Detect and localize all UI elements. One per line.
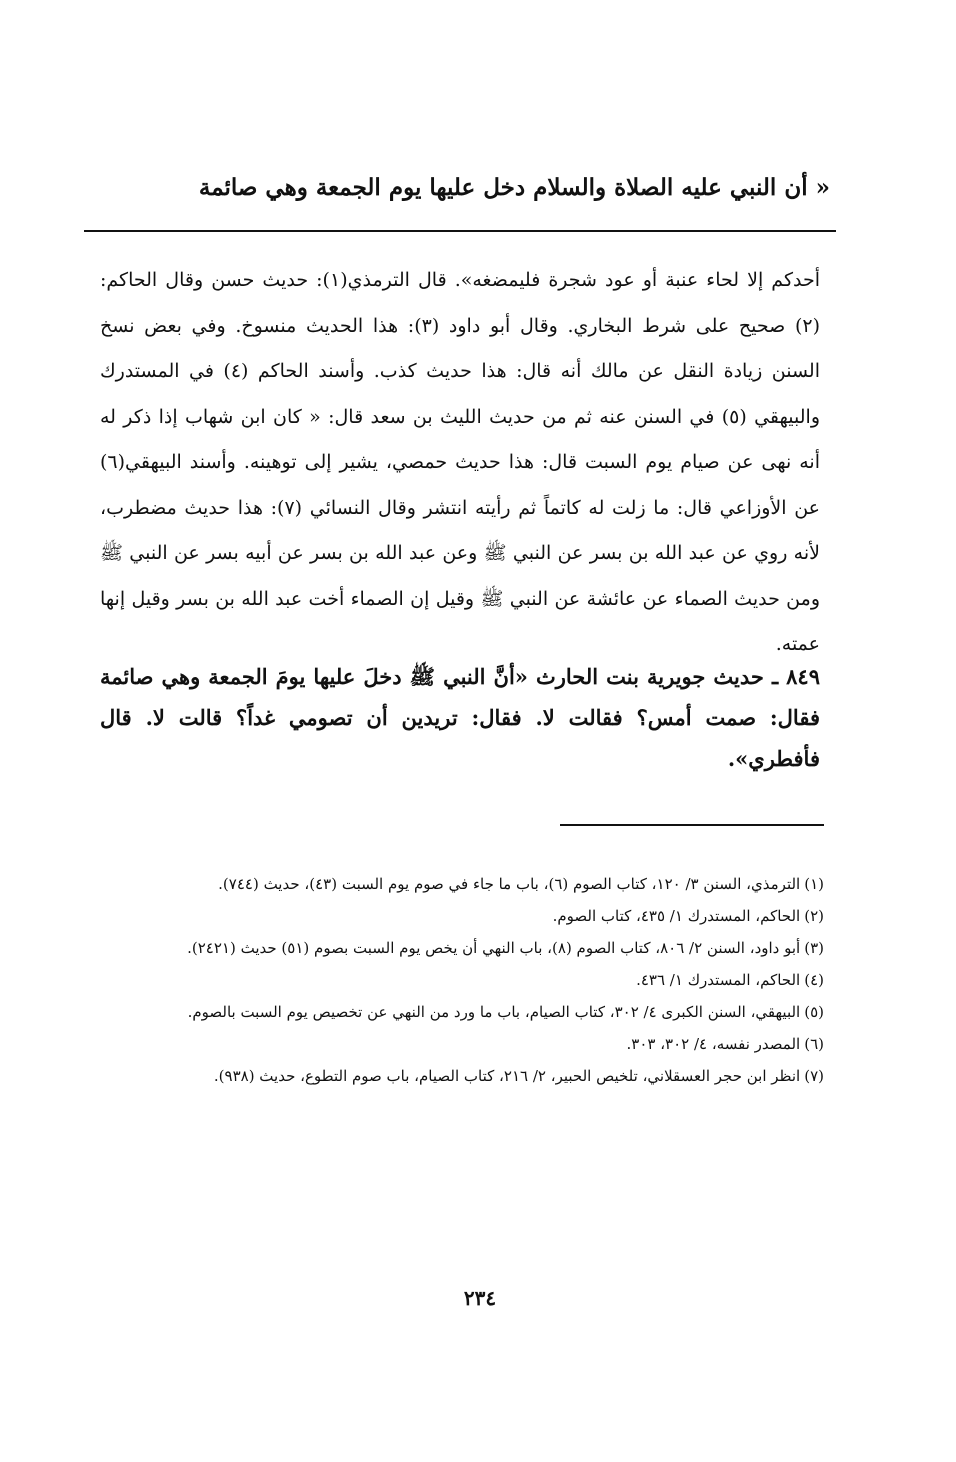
- hadith-text: ٨٤٩ ـ حديث جويرية بنت الحارث «أنَّ النبي ﷺ دخلَ عليها يومَ الجمعة وهي صائمة فقال: صمت أمس؟ فقالت لا. فقال: تريدين أن تصومي غداً؟ قالت لا. قال فأفطري».: [100, 664, 820, 771]
- footnote-text: البيهقي، السنن الكبرى ٤/ ٣٠٢، كتاب الصيام، باب ما ورد من النهي عن تخصيص يوم السبت بالصوم.: [187, 1003, 801, 1021]
- footnotes: [100, 870, 824, 1094]
- footnote-text: الترمذي، السنن ٣/ ١٢٠، كتاب الصوم (٦)، باب ما جاء في صوم يوم السبت (٤٣)، حديث (٧٤٤).: [218, 875, 801, 893]
- footnote-text: الحاكم، المستدرك ١/ ٤٣٦.: [636, 971, 801, 989]
- running-header: « أن النبي عليه الصلاة والسلام دخل عليها يوم الجمعة وهي صائمة: [198, 174, 830, 201]
- footnote-3: [100, 934, 824, 962]
- footnote-5: [100, 998, 824, 1026]
- footnote-4: [100, 966, 824, 994]
- footnote-text: الحاكم، المستدرك ١/ ٤٣٥، كتاب الصوم.: [552, 907, 801, 925]
- footnote-number: (٤): [804, 971, 824, 989]
- footnote-7: [100, 1062, 824, 1090]
- body-paragraph: أحدكم إلا لحاء عنبة أو عود شجرة فليمضغه». قال الترمذي(١): حديث حسن وقال الحاكم: (٢) صحيح على شرط البخاري. وقال أبو داود (٣): هذا الحديث منسوخ. وفي بعض نسخ السنن زيادة النقل عن مالك أنه قال: هذا حديث كذب. وأسند الحاكم (٤) في المستدرك والبيهقي (٥) في السنن عنه ثم من حديث الليث بن سعد قال: « كان ابن شهاب إذا ذكر له أنه نهى عن صيام يوم السبت قال: هذا حديث حمصي، يشير إلى توهينه. وأسند البيهقي(٦) عن الأوزاعي قال: ما زلت له كاتماً ثم رأيته انتشر وقال النسائي (٧): هذا حديث مضطرب، لأنه روي عن عبد الله بن بسر عن النبي ﷺ وعن عبد الله بن بسر عن أبيه بسر عن النبي ﷺ ومن حديث الصماء عن عائشة عن النبي ﷺ وقيل إن الصماء أخت عبد الله بن بسر وقيل إنها عمته.: [100, 269, 820, 655]
- page-number: ٢٣٤: [463, 1286, 497, 1310]
- footnote-number: (٢): [804, 907, 824, 925]
- footnote-number: (٧): [804, 1067, 824, 1085]
- footnote-1: [100, 870, 824, 898]
- footnote-number: (٣): [804, 939, 824, 957]
- footnote-text: انظر ابن حجر العسقلاني، تلخيص الحبير، ٢/ ٢١٦، كتاب الصيام، باب صوم التطوع، حديث (٩٣٨).: [213, 1067, 801, 1085]
- footnote-6: [100, 1030, 824, 1058]
- footnote-text: أبو داود، السنن ٢/ ٨٠٦، كتاب الصوم (٨)، باب النهي أن يخص يوم السبت بصوم (٥١) حديث (٢٤٢١).: [187, 939, 801, 957]
- footnote-number: (١): [804, 875, 824, 893]
- footnote-number: (٥): [804, 1003, 824, 1021]
- footnote-divider: [560, 824, 824, 826]
- footnote-text: المصدر نفسه، ٤/ ٣٠٢، ٣٠٣.: [626, 1035, 801, 1053]
- main-text: [100, 258, 820, 668]
- footnote-2: [100, 902, 824, 930]
- hadith-entry: [100, 656, 820, 779]
- header-divider: [84, 230, 836, 232]
- footnote-number: (٦): [804, 1035, 824, 1053]
